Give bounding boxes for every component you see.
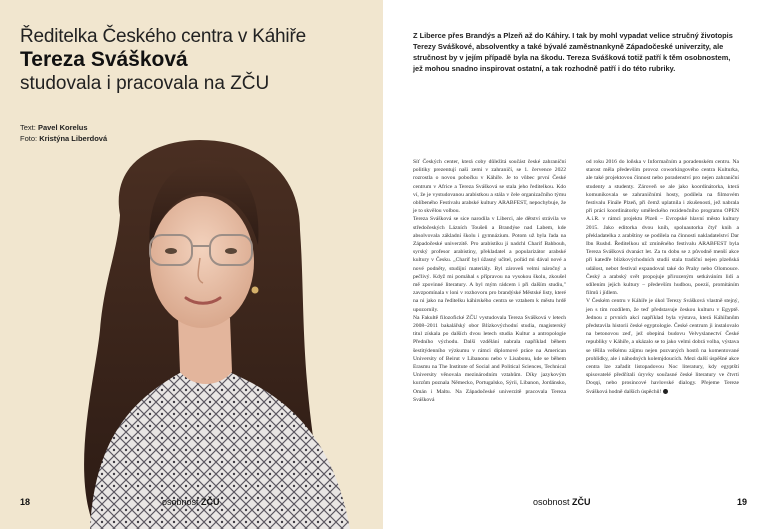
paragraph: Síť Českých center, která coby důležitá součást české zahraniční politiky prezentují naši zemi v zahraničí, se 1. července 2022 rozrostla o novou pobočku v Káhiře. Je to vůbec první České centrum v Africe a Tereza Svášková se stala jeho ředitelkou. Kdo ví, že je vystudovanou arabistkou a stála v čele organizačního týmu oblíbeného Festivalu arabské kultury ARABFEST, nepochybuje, že je to skvělou volbou. xyxy=(413,159,566,215)
article-lead: Z Liberce přes Brandýs a Plzeň až do Káhiry. I tak by mohl vypadat velice stručný životopis Terezy Sváškové, absolventky a také bývalé zaměstnankyně Západočeské univerzity, ale stručnost by v jejím případě byla na škodu. Tereza Svášková totiž patří k těm osobnostem, jež mohou snadno inspirovat ostatní, a tak rozhodně patří i do této rubriky. xyxy=(413,31,733,73)
paragraph: V Českém centru v Káhiře je úkol Terezy Svášková vlastně stejný, jen s tím rozdílem, že teď představuje českou kulturu v Egyptě. Jednou z prvních akcí například byla výstava, která Káhiřanům představila historii české egyptologie. České centrum ji instalovalo na betonovou zeď, jež obepíná budovu Velvyslanectví České republiky v Káhiře, a ukázalo se to jako velmi dobrá volba, výstava se těšila velkému zájmu nejen pozvaných hostů na komentované prohlídky, ale i náhodných kolemjdoucích. Mezi další úspěšné akce centra lze zařadit listopadovou Noc literatury, kdy egyptští spisovatelé předčítali úryvky současné české literatury ve čtvrti Doqqi, nebo prosincové havlovské dialogy. Přejeme Tereze Svášková hodně dalších úspěchů! xyxy=(586,298,739,395)
headline-line-1: Ředitelka Českého centra v Káhiře xyxy=(20,26,306,47)
photographer-name: Kristýna Liberdová xyxy=(39,134,108,143)
paragraph: Tereza Svášková se sice narodila v Liberci, ale dětství strávila ve středočeských Lázních Toušeň a Brandýse nad Labem, kde absolvovala základní školu i gymnázium. Potom už byla řada na Západočeské univerzitě. Pro arabistiku ji nadchl Charif Bahbouh, syrský profesor arabistiny, překladatel a popularizátor arabské kultury v Česku. „Charif byl úžasný učitel, pořád mi dával nové a nové podněty, studijní materiály. Byl zároveň velmi náročný a pečlivý. Když mi pomáhal s přípravou na vysokou školu, zkoušel mě zpovinné literatury. A byl mým rádcem i při dalším studiu," zavzpomínala v loni v rozhovoru pro brandýské Městské listy, které na ni jako na ředitelku káhirského centra se vztahem k městu hrdě upozornily. xyxy=(413,216,566,313)
paragraph: Na Fakultě filozofické ZČU vystudovala Tereza Svášková v letech 2008–2011 bakalářský obor Blízkovýchodní studia, magisterský titul získala po dalších dvou letech studia Kultur a antropologie Předního východu. Další vzdělání nabrala například během šestitýdenního výzkumu v rámci diplomové práce na American University of Beirut v Libanonu nebo v Lisabonu, kde se během Erasmu na The Institute of Social and Political Sciences, Technical University věnovala mezinárodním vztahům. Díky jazykovým kurzům poznala Německo, Portugalsko, Sýrii, Libanon, Jordánsko, Omán i Maltu. Na Západočeské univerzitě pracovala Tereza Svášková xyxy=(413,314,566,403)
footer-magazine-right: osobnost ZČU xyxy=(533,497,591,507)
end-mark-icon xyxy=(663,389,668,394)
footer-magazine-left: osobnost ZČU xyxy=(162,497,220,507)
article-column-2 xyxy=(586,158,739,396)
headline-name: Tereza Svášková xyxy=(20,48,188,71)
paragraph: od roku 2016 do loňska v Informačním a poradenském centru. Na starost měla především provoz coworkingového centra Kulturka, ale také projektovou činnost nebo poradenství pro nejen zahraniční studenty a studenty. Zároveň se ale jako koordinátorka, která komunikovala se zahraničními hosty, podílela na filmovém festivalu Finále Plzeň, při čemž uplatnila i zkušenosti, jež nabrala při práci koordinátorky uměleckého rezidenčního programu OPEN A.i.R. v rámci projektu Plzeň – Evropské hlavní město kultury 2015. Jako editorka dvou knih, spoluautorka čtyř knih a překladatelka z arabštiny se podílela na činnosti nakladatelství Dar Ibn Rushd. Ředitelkou už zmíněného festivalu ARABFEST byla Tereza Svášková dvanáct let. Za tu dobu se z původně menší akce při katedře blízkovýchodních studií stala tradiční nejen plzeňská událost, nebot festival expandoval také do Prahy nebo Olomouce. Český a arabský svět propojuje přirozeným setkáváním lidí a sdílením jejich kultury – především hudbou, poezií, promítáním filmů i jídlem. xyxy=(586,159,739,297)
headline-line-3: studovala i pracovala na ZČU xyxy=(20,73,270,94)
author-name: Pavel Korelus xyxy=(37,123,88,132)
right-page xyxy=(383,0,765,529)
credit-text: Text: Pavel Korelus xyxy=(20,123,88,132)
article-column-1 xyxy=(413,158,566,404)
page-number-left: 18 xyxy=(20,497,31,507)
credit-photo: Foto: Kristýna Liberdová xyxy=(20,134,108,143)
page-number-right: 19 xyxy=(736,497,747,507)
